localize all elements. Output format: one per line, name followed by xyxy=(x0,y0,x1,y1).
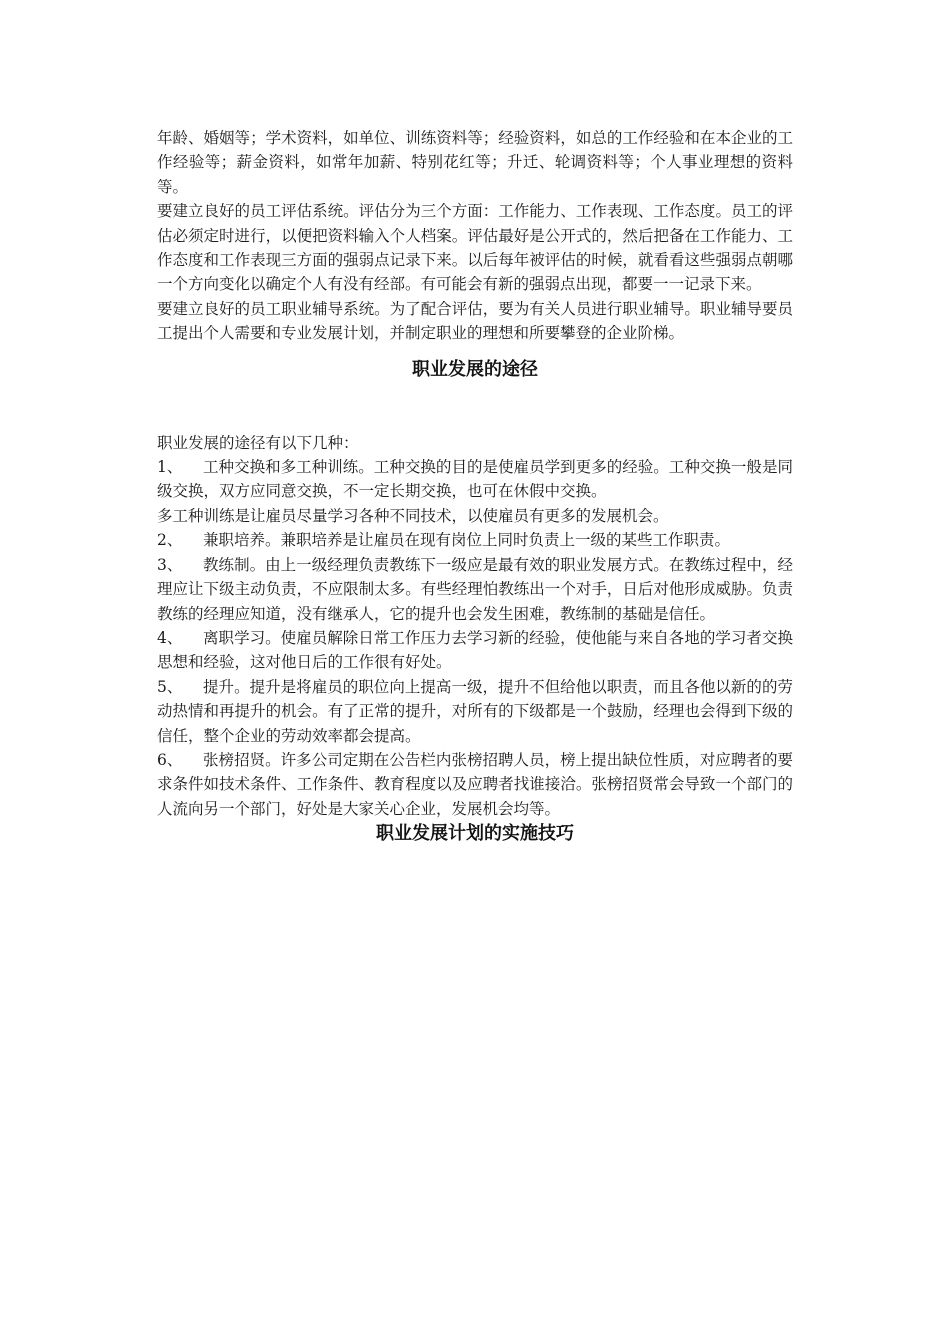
list-item-promotion xyxy=(157,675,793,748)
list-item-number: 1、 xyxy=(157,458,183,477)
list-item-coaching xyxy=(157,553,793,626)
list-item-number: 6、 xyxy=(157,750,183,769)
list-item-text: 离职学习。使雇员解除日常工作压力去学习新的经验，使他能与来自各地的学习者交换思想和经验，这对他日后的工作很有好处。 xyxy=(157,628,793,672)
paragraph-paths-intro: 职业发展的途径有以下几种： xyxy=(157,433,359,452)
list-item-number: 4、 xyxy=(157,628,183,647)
document-body xyxy=(157,126,793,847)
section-heading-implementation-tips: 职业发展计划的实施技巧 xyxy=(376,823,574,845)
list-item-job-rotation xyxy=(157,455,793,504)
paragraph-career-counseling: 要建立良好的员工职业辅导系统。为了配合评估，要为有关人员进行职业辅导。职业辅导要员工提出个人需要和专业发展计划，并制定职业的理想和所要攀登的企业阶梯。 xyxy=(157,299,793,343)
list-item-text: 兼职培养。兼职培养是让雇员在现有岗位上同时负责上一级的某些工作职责。 xyxy=(203,531,731,550)
list-item-part-time-training xyxy=(157,528,793,552)
list-item-number: 2、 xyxy=(157,531,183,550)
list-item-text: 张榜招贤。许多公司定期在公告栏内张榜招聘人员，榜上提出缺位性质，对应聘者的要求条件如技术条件、工作条件、教育程度以及应聘者找谁接洽。张榜招贤常会导致一个部门的人流向另一个部门，好处是大家关心企业，发展机会均等。 xyxy=(157,750,793,818)
list-item-text: 工种交换和多工种训练。工种交换的目的是使雇员学到更多的经验。工种交换一般是同级交换，双方应同意交换，不一定长期交换，也可在休假中交换。 xyxy=(157,458,793,501)
list-item-number: 3、 xyxy=(157,555,183,574)
list-item-text: 提升。提升是将雇员的职位向上提高一级，提升不但给他以职责，而且各他以新的的劳动热情和再提升的机会。有了正常的提升，对所有的下级都是一个鼓励，经理也会得到下级的信任，整个企业的劳动效率都会提高。 xyxy=(157,677,793,745)
paragraph-personal-data: 年龄、婚姻等；学术资料，如单位、训练资料等；经验资料，如总的工作经验和在本企业的工作经验等；薪金资料，如常年加薪、特别花红等；升迁、轮调资料等；个人事业理想的资料等。 xyxy=(157,129,793,196)
list-item-multi-skill-training xyxy=(157,504,793,528)
section-heading-career-paths: 职业发展的途径 xyxy=(412,358,538,380)
list-item-text: 教练制。由上一级经理负责教练下一级应是最有效的职业发展方式。在教练过程中，经理应让下级主动负责，不应限制太多。有些经理怕教练出一个对手，日后对他形成威胁。负责教练的经理应知道，没有继承人，它的提升也会发生困难，教练制的基础是信任。 xyxy=(157,555,793,623)
list-item-job-posting xyxy=(157,748,793,821)
list-item-off-job-learning xyxy=(157,626,793,675)
list-item-text: 多工种训练是让雇员尽量学习各种不同技术，以使雇员有更多的发展机会。 xyxy=(157,506,669,525)
paragraph-evaluation-system: 要建立良好的员工评估系统。评估分为三个方面：工作能力、工作表现、工作态度。员工的评估必须定时进行，以便把资料输入个人档案。评估最好是公开式的，然后把备在工作能力、工作态度和工作表现三方面的强弱点记录下来。以后每年被评估的时候，就看看这些强弱点朝哪一个方向变化以确定个人有没有经部。有可能会有新的强弱点出现，都要一一记录下来。 xyxy=(157,202,793,294)
list-item-number: 5、 xyxy=(157,677,183,696)
